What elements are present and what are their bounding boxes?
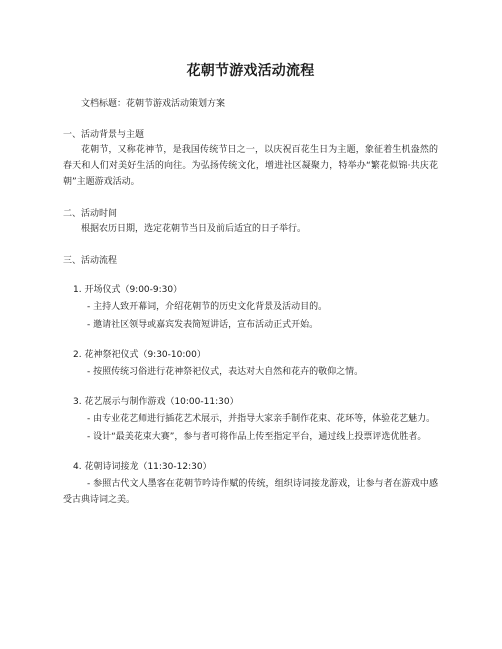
section-heading: 一、活动背景与主题 xyxy=(63,130,145,140)
process-step xyxy=(63,348,438,380)
step-item: - 主持人致开幕词，介绍花朝节的历史文化背景及活动目的。 xyxy=(87,302,328,312)
step-item: - 按照传统习俗进行花神祭祀仪式，表达对大自然和花卉的敬仰之情。 xyxy=(87,367,364,377)
step-item: - 由专业花艺师进行插花艺术展示，并指导大家亲手制作花束、花环等，体验花艺魅力。 xyxy=(87,414,436,424)
section-paragraph: 根据农历日期，选定花朝节当日及前后适宜的日子举行。 xyxy=(81,224,307,234)
step-title: 4. 花朝诗词接龙（11:30-12:30） xyxy=(73,462,212,472)
step-title: 3. 花艺展示与制作游戏（10:00-11:30） xyxy=(73,397,239,407)
step-item: - 邀请社区领导或嘉宾发表简短讲话，宣布活动正式开始。 xyxy=(87,320,319,330)
section-time xyxy=(63,207,438,237)
process-step xyxy=(63,395,438,445)
document-meta-line: 文档标题：花朝节游戏活动策划方案 xyxy=(81,99,226,109)
section-background xyxy=(63,128,438,190)
section-heading: 二、活动时间 xyxy=(63,209,118,219)
step-item: - 设计“最美花束大赛”，参与者可将作品上传至指定平台，通过线上投票评选优胜者。 xyxy=(87,432,427,442)
section-heading: 三、活动流程 xyxy=(63,256,118,266)
section-process xyxy=(63,254,438,508)
document-title: 花朝节游戏活动流程 xyxy=(186,63,315,79)
section-paragraph: 花朝节，又称花神节，是我国传统节日之一，以庆祝百花生日为主题，象征着生机盎然的春天和人们对美好生活的向往。为弘扬传统文化，增进社区凝聚力，特举办“繁花似锦·共庆花朝”主题游戏活动。 xyxy=(63,145,438,187)
step-title: 1. 开场仪式（9:00-9:30） xyxy=(73,285,183,295)
step-title: 2. 花神祭祀仪式（9:30-10:00） xyxy=(73,350,206,360)
step-item: - 参照古代文人墨客在花朝节吟诗作赋的传统，组织诗词接龙游戏，让参与者在游戏中感受古典诗词之美。 xyxy=(63,479,438,505)
process-step xyxy=(63,283,438,333)
process-step xyxy=(63,460,438,508)
